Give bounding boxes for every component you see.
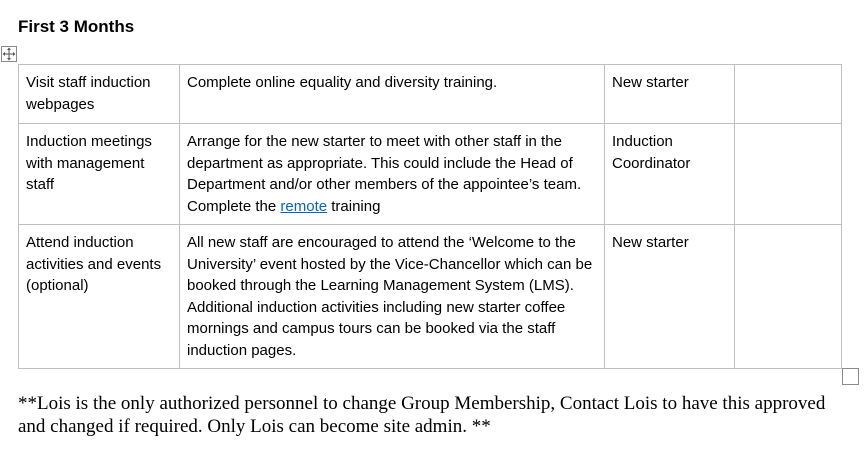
table-resize-handle[interactable]: [842, 368, 859, 385]
description-text: training: [327, 197, 381, 215]
table-row: [19, 65, 842, 124]
responsible-cell: Induction Coordinator: [605, 124, 735, 225]
notes-cell[interactable]: [735, 225, 842, 369]
induction-table: [18, 64, 842, 369]
notes-cell[interactable]: [735, 124, 842, 225]
admin-note: **Lois is the only authorized personnel to change Group Membership, Contact Lois to have this approved and changed if required. Only Lois can become site admin. **: [18, 393, 826, 437]
activity-cell: Attend induction activities and events (optional): [19, 225, 180, 369]
table-move-handle[interactable]: [1, 46, 17, 62]
responsible-cell: New starter: [605, 225, 735, 369]
remote-training-link[interactable]: remote: [280, 197, 328, 215]
notes-cell[interactable]: [735, 65, 842, 124]
section-heading: First 3 Months: [18, 17, 135, 36]
table-row: [19, 124, 842, 225]
description-cell: All new staff are encouraged to attend the ‘Welcome to the University’ event hosted by the Vice-Chancellor which can be booked through the Learning Management System (LMS). Additional induction activities including new starter coffee mornings and campus tours can be booked via the staff induction pages.: [180, 225, 605, 369]
responsible-cell: New starter: [605, 65, 735, 124]
move-arrows-icon: [2, 47, 16, 61]
table-row: [19, 225, 842, 369]
description-cell: [180, 124, 605, 225]
description-text: Arrange for the new starter to meet with other staff in the department as appropriate. This could include the Head of Department and/or other members of the appointee’s team. Complete the: [187, 133, 582, 215]
description-cell: Complete online equality and diversity training.: [180, 65, 605, 124]
activity-cell: Visit staff induction webpages: [19, 65, 180, 124]
activity-cell: Induction meetings with management staff: [19, 124, 180, 225]
